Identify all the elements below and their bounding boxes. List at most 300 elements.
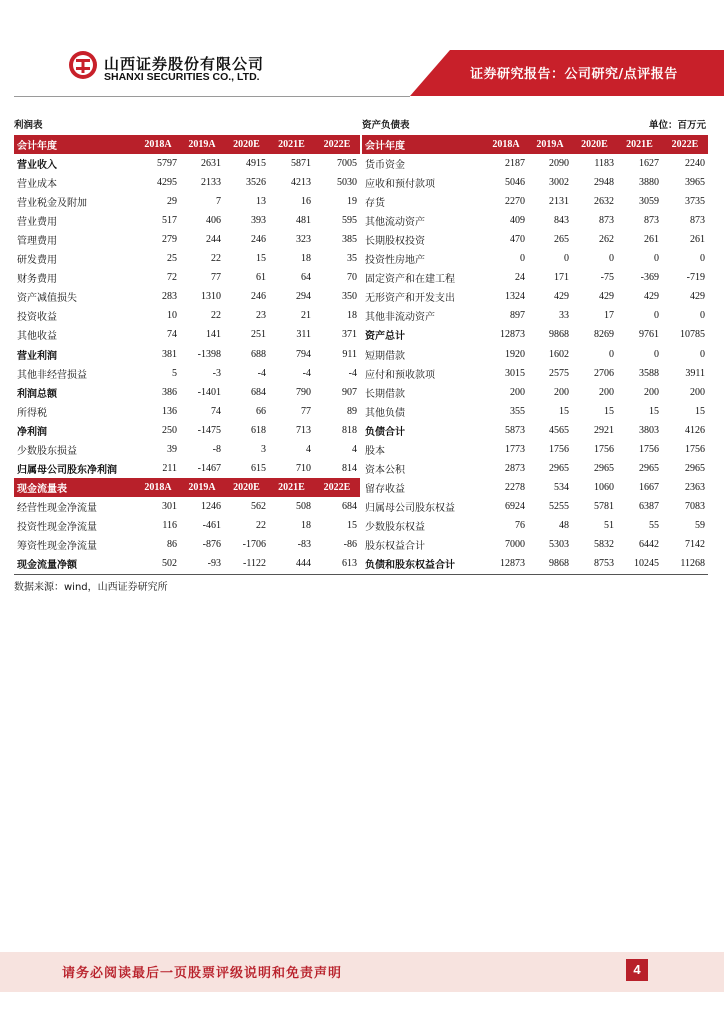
table-cell: 873 — [644, 215, 659, 227]
table-cell: 2632 — [594, 196, 614, 208]
row-label: 固定资产和在建工程 — [365, 274, 455, 286]
company-name-en: SHANXI SECURITIES CO., LTD. — [104, 71, 260, 83]
row-label: 股本 — [365, 445, 385, 457]
table-cell: 22 — [211, 253, 221, 265]
table-cell: 200 — [510, 386, 525, 398]
table-cell: 897 — [510, 310, 525, 322]
table-cell: 4 — [352, 443, 357, 455]
row-label: 少数股东损益 — [17, 445, 77, 457]
column-header: 2022E — [662, 135, 708, 154]
table-cell: 15 — [649, 405, 659, 417]
table-cell: 18 — [301, 519, 311, 531]
column-header: 现金流量表 — [14, 478, 136, 497]
table-cell: 74 — [211, 405, 221, 417]
table-cell: 48 — [559, 519, 569, 531]
table-cell: 7142 — [685, 539, 705, 550]
table-cell: -86 — [343, 539, 357, 550]
balance-sheet-table — [362, 135, 708, 573]
table-cell: 615 — [251, 462, 266, 474]
table-cell: 1310 — [201, 291, 221, 303]
row-label: 股东权益合计 — [365, 541, 425, 552]
table-cell: 814 — [342, 462, 357, 474]
table-cell: 2278 — [505, 481, 525, 493]
column-header: 2021E — [269, 478, 314, 497]
table-cell: 22 — [211, 310, 221, 322]
column-header: 会计年度 — [14, 135, 136, 154]
table-cell: 710 — [296, 462, 311, 474]
table-cell: -876 — [202, 539, 221, 550]
column-header: 2018A — [484, 135, 528, 154]
row-label: 应收和预付款项 — [365, 179, 435, 191]
table-cell: 0 — [564, 253, 569, 265]
table-cell: 3911 — [685, 367, 705, 379]
row-label: 无形资产和开发支出 — [365, 293, 455, 305]
table-cell: 2133 — [201, 177, 221, 189]
table-cell: 265 — [554, 234, 569, 246]
row-label: 投资性房地产 — [365, 255, 425, 267]
table-cell: 517 — [162, 215, 177, 227]
table-cell: 481 — [296, 215, 311, 227]
table-cell: -1401 — [197, 386, 221, 398]
table-row — [362, 249, 708, 268]
column-header: 2020E — [224, 478, 269, 497]
table-cell: 1756 — [594, 443, 614, 455]
table-cell: 1756 — [549, 443, 569, 455]
table-cell: 3803 — [639, 424, 659, 436]
table-cell: 429 — [644, 291, 659, 303]
table-cell: 3015 — [505, 367, 525, 379]
table-cell: -1398 — [197, 348, 221, 360]
row-label: 筹资性现金净流量 — [17, 541, 97, 552]
table-row — [14, 554, 360, 573]
table-cell: 508 — [296, 500, 311, 512]
balance-header-row — [362, 135, 708, 154]
table-row — [362, 192, 708, 211]
table-row — [362, 535, 708, 554]
table-cell: 13 — [256, 196, 266, 208]
table-cell: 10785 — [680, 329, 705, 341]
table-row — [14, 535, 360, 554]
table-row — [362, 554, 708, 573]
table-cell: 595 — [342, 215, 357, 227]
row-label: 留存收益 — [365, 483, 405, 495]
table-cell: 2965 — [549, 462, 569, 474]
table-cell: 429 — [599, 291, 614, 303]
table-cell: 2706 — [594, 367, 614, 379]
table-row — [362, 154, 708, 173]
table-cell: 22 — [256, 519, 266, 531]
row-label: 所得税 — [17, 407, 47, 419]
table-cell: 15 — [695, 405, 705, 417]
row-label: 归属母公司股东净利润 — [17, 464, 117, 476]
table-cell: 2240 — [685, 158, 705, 170]
table-row — [14, 345, 360, 364]
column-header: 2018A — [136, 478, 180, 497]
table-cell: -1706 — [242, 539, 266, 550]
row-label: 长期借款 — [365, 388, 405, 400]
table-cell: 200 — [599, 386, 614, 398]
table-cell: 562 — [251, 500, 266, 512]
table-cell: 200 — [644, 386, 659, 398]
table-row — [14, 364, 360, 383]
row-label: 营业成本 — [17, 179, 57, 191]
table-cell: 15 — [347, 519, 357, 531]
column-header: 2020E — [224, 135, 269, 154]
table-cell: 70 — [347, 272, 357, 284]
table-row — [362, 516, 708, 535]
table-cell: 2187 — [505, 158, 525, 170]
row-label: 净利润 — [17, 426, 47, 438]
table-cell: 66 — [256, 405, 266, 417]
table-cell: 311 — [296, 329, 311, 341]
row-label: 归属母公司股东权益 — [365, 502, 455, 514]
row-label: 营业税金及附加 — [17, 198, 87, 210]
table-cell: 1773 — [505, 443, 525, 455]
table-cell: 470 — [510, 234, 525, 246]
column-header: 2022E — [314, 478, 360, 497]
table-cell: 55 — [649, 519, 659, 531]
table-cell: 12873 — [500, 329, 525, 341]
row-label: 其他收益 — [17, 331, 57, 343]
company-logo-icon — [68, 50, 98, 80]
table-cell: 4915 — [246, 158, 266, 170]
table-cell: 873 — [690, 215, 705, 227]
table-cell: -93 — [207, 558, 221, 570]
table-cell: 17 — [604, 310, 614, 322]
table-cell: 1183 — [594, 158, 614, 170]
table-cell: 15 — [604, 405, 614, 417]
table-cell: 5255 — [549, 500, 569, 512]
table-cell: 5871 — [291, 158, 311, 170]
table-cell: 429 — [554, 291, 569, 303]
table-cell: -1122 — [243, 558, 266, 570]
table-cell: 5781 — [594, 500, 614, 512]
row-label: 资产减值损失 — [17, 293, 77, 305]
table-row — [14, 173, 360, 192]
table-cell: -75 — [600, 272, 614, 284]
report-type-label: 证券研究报告：公司研究/点评报告 — [470, 67, 678, 82]
table-cell: 3735 — [685, 196, 705, 208]
table-cell: 12873 — [500, 558, 525, 570]
row-label: 资产总计 — [365, 331, 405, 343]
table-cell: 3059 — [639, 196, 659, 208]
table-cell: 0 — [654, 310, 659, 322]
table-cell: -83 — [297, 539, 311, 550]
table-bottom-rule — [14, 574, 708, 575]
table-cell: 76 — [515, 519, 525, 531]
company-name-cn: 山西证券股份有限公司 — [104, 55, 265, 73]
table-cell: 39 — [167, 443, 177, 455]
table-cell: 3880 — [639, 177, 659, 189]
table-row — [362, 459, 708, 478]
table-cell: 6924 — [505, 500, 525, 512]
table-cell: 3526 — [246, 177, 266, 189]
table-cell: 244 — [206, 234, 221, 246]
table-cell: 393 — [251, 215, 266, 227]
income-cashflow-table — [14, 135, 360, 573]
column-header: 2019A — [180, 135, 224, 154]
table-cell: 790 — [296, 386, 311, 398]
table-cell: 4 — [306, 443, 311, 455]
table-cell: 171 — [554, 272, 569, 284]
row-label: 其他负债 — [365, 407, 405, 419]
table-cell: 246 — [251, 234, 266, 246]
table-cell: 5873 — [505, 424, 525, 436]
table-cell: 5797 — [157, 158, 177, 170]
table-cell: 5046 — [505, 177, 525, 189]
table-cell: 2921 — [594, 424, 614, 436]
table-cell: 11268 — [680, 558, 705, 570]
table-row — [362, 345, 708, 364]
row-label: 财务费用 — [17, 274, 57, 286]
table-cell: -8 — [212, 443, 221, 455]
table-cell: 684 — [342, 500, 357, 512]
table-cell: 7 — [216, 196, 221, 208]
table-cell: 250 — [162, 424, 177, 436]
table-cell: 1602 — [549, 348, 569, 360]
table-cell: 618 — [251, 424, 266, 436]
table-cell: 261 — [690, 234, 705, 246]
table-cell: 7083 — [685, 500, 705, 512]
table-cell: 9868 — [549, 558, 569, 570]
row-label: 管理费用 — [17, 236, 57, 248]
table-cell: 323 — [296, 234, 311, 246]
table-cell: 2131 — [549, 196, 569, 208]
table-cell: 2948 — [594, 177, 614, 189]
table-row — [14, 325, 360, 344]
table-cell: 0 — [609, 253, 614, 265]
table-cell: 350 — [342, 291, 357, 303]
table-row — [14, 249, 360, 268]
table-cell: -369 — [640, 272, 659, 284]
table-cell: 35 — [347, 253, 357, 265]
table-cell: 3 — [261, 443, 266, 455]
table-cell: 1920 — [505, 348, 525, 360]
table-row — [14, 402, 360, 421]
table-cell: 33 — [559, 310, 569, 322]
table-row — [14, 192, 360, 211]
table-cell: 2270 — [505, 196, 525, 208]
table-cell: 141 — [206, 329, 221, 341]
income-statement-title: 利润表 — [14, 120, 43, 131]
table-cell: 261 — [644, 234, 659, 246]
table-row — [362, 173, 708, 192]
table-row — [362, 230, 708, 249]
table-row — [362, 497, 708, 516]
table-cell: 77 — [301, 405, 311, 417]
table-cell: 23 — [256, 310, 266, 322]
table-cell: 89 — [347, 405, 357, 417]
table-cell: 294 — [296, 291, 311, 303]
row-label: 货币资金 — [365, 160, 405, 172]
table-cell: 534 — [554, 481, 569, 493]
table-cell: 25 — [167, 253, 177, 265]
row-label: 经营性现金净流量 — [17, 502, 97, 514]
table-cell: 5 — [172, 367, 177, 379]
row-label: 其他非经营损益 — [17, 369, 87, 381]
table-row — [362, 268, 708, 287]
table-cell: 0 — [700, 310, 705, 322]
table-cell: 283 — [162, 291, 177, 303]
table-cell: 3965 — [685, 177, 705, 189]
table-cell: 907 — [342, 386, 357, 398]
column-header: 2020E — [572, 135, 617, 154]
table-row — [362, 287, 708, 306]
table-cell: -1467 — [197, 462, 221, 474]
table-cell: 2873 — [505, 462, 525, 474]
table-cell: 2363 — [685, 481, 705, 493]
table-cell: 246 — [251, 291, 266, 303]
table-cell: -461 — [202, 519, 221, 531]
table-cell: 61 — [256, 272, 266, 284]
table-row — [362, 402, 708, 421]
table-cell: 10 — [167, 310, 177, 322]
table-cell: 15 — [559, 405, 569, 417]
table-cell: 818 — [342, 424, 357, 436]
table-cell: 5832 — [594, 539, 614, 550]
row-label: 营业利润 — [17, 350, 57, 362]
table-cell: 0 — [700, 348, 705, 360]
table-cell: 6442 — [639, 539, 659, 550]
column-header: 2019A — [528, 135, 572, 154]
table-row — [14, 421, 360, 440]
table-row — [14, 516, 360, 535]
row-label: 其他非流动资产 — [365, 312, 435, 324]
table-cell: -4 — [257, 367, 266, 379]
table-cell: 0 — [700, 253, 705, 265]
table-cell: -4 — [348, 367, 357, 379]
table-row — [14, 154, 360, 173]
table-cell: 16 — [301, 196, 311, 208]
table-cell: 8753 — [594, 558, 614, 570]
row-label: 负债合计 — [365, 426, 405, 438]
table-cell: 15 — [256, 253, 266, 265]
table-cell: 2631 — [201, 158, 221, 170]
row-label: 负债和股东权益合计 — [365, 560, 455, 572]
table-cell: 59 — [695, 519, 705, 531]
table-row — [362, 306, 708, 325]
table-cell: 688 — [251, 348, 266, 360]
table-row — [14, 211, 360, 230]
table-cell: 2965 — [594, 462, 614, 474]
balance-sheet-title: 资产负债表 — [362, 120, 410, 131]
table-cell: 794 — [296, 348, 311, 360]
table-cell: 1627 — [639, 158, 659, 170]
table-cell: 1756 — [639, 443, 659, 455]
table-cell: 3002 — [549, 177, 569, 189]
table-cell: 1756 — [685, 443, 705, 455]
table-cell: 713 — [296, 424, 311, 436]
column-header: 2021E — [617, 135, 662, 154]
table-cell: 2575 — [549, 367, 569, 379]
table-cell: 10245 — [634, 558, 659, 570]
table-cell: 2965 — [639, 462, 659, 474]
table-cell: 355 — [510, 405, 525, 417]
table-cell: 406 — [206, 215, 221, 227]
table-cell: 7000 — [505, 539, 525, 550]
table-cell: 8269 — [594, 329, 614, 341]
table-cell: 200 — [690, 386, 705, 398]
table-cell: 0 — [654, 348, 659, 360]
table-cell: 1246 — [201, 500, 221, 512]
table-row — [14, 440, 360, 459]
unit-label: 单位：百万元 — [648, 120, 706, 131]
table-cell: 429 — [690, 291, 705, 303]
table-cell: 9761 — [639, 329, 659, 341]
table-row — [14, 287, 360, 306]
income-header-row — [14, 135, 360, 154]
table-cell: 4126 — [685, 424, 705, 436]
table-cell: 7005 — [337, 158, 357, 170]
table-cell: 684 — [251, 386, 266, 398]
table-row — [14, 306, 360, 325]
table-cell: 444 — [296, 558, 311, 570]
table-cell: 9868 — [549, 329, 569, 341]
table-cell: 251 — [251, 329, 266, 341]
table-cell: -3 — [212, 367, 221, 379]
cashflow-header-row — [14, 478, 360, 497]
row-label: 研发费用 — [17, 255, 57, 267]
table-cell: 385 — [342, 234, 357, 246]
row-label: 营业费用 — [17, 217, 57, 229]
table-cell: 24 — [515, 272, 525, 284]
table-row — [14, 383, 360, 402]
column-header: 会计年度 — [362, 135, 484, 154]
table-cell: 279 — [162, 234, 177, 246]
table-cell: 2090 — [549, 158, 569, 170]
table-cell: 1324 — [505, 291, 525, 303]
row-label: 存货 — [365, 198, 385, 210]
table-cell: 29 — [167, 196, 177, 208]
table-cell: 911 — [342, 348, 357, 360]
table-cell: 77 — [211, 272, 221, 284]
table-cell: 5303 — [549, 539, 569, 550]
table-cell: -1475 — [197, 424, 221, 436]
table-cell: 64 — [301, 272, 311, 284]
table-cell: 51 — [604, 519, 614, 531]
table-cell: 19 — [347, 196, 357, 208]
table-row — [362, 440, 708, 459]
table-cell: 843 — [554, 215, 569, 227]
row-label: 营业收入 — [17, 160, 57, 172]
table-cell: 0 — [520, 253, 525, 265]
table-cell: 301 — [162, 500, 177, 512]
table-cell: 262 — [599, 234, 614, 246]
table-row — [14, 497, 360, 516]
column-header: 2022E — [314, 135, 360, 154]
table-cell: 86 — [167, 539, 177, 550]
table-cell: 4213 — [291, 177, 311, 189]
table-row — [14, 268, 360, 287]
table-cell: -4 — [302, 367, 311, 379]
row-label: 少数股东权益 — [365, 521, 425, 533]
table-cell: 1667 — [639, 481, 659, 493]
table-cell: -719 — [686, 272, 705, 284]
table-cell: 386 — [162, 386, 177, 398]
table-row — [362, 364, 708, 383]
page-number: 4 — [626, 959, 648, 981]
data-source-note: 数据来源：wind，山西证券研究所 — [14, 582, 168, 593]
disclaimer-notice: 请务必阅读最后一页股票评级说明和免责声明 — [62, 966, 343, 981]
table-cell: 2965 — [685, 462, 705, 474]
column-header: 2018A — [136, 135, 180, 154]
table-cell: 21 — [301, 310, 311, 322]
table-cell: 72 — [167, 272, 177, 284]
table-cell: 211 — [162, 462, 177, 474]
table-row — [362, 478, 708, 497]
table-cell: 381 — [162, 348, 177, 360]
table-cell: 613 — [342, 558, 357, 570]
